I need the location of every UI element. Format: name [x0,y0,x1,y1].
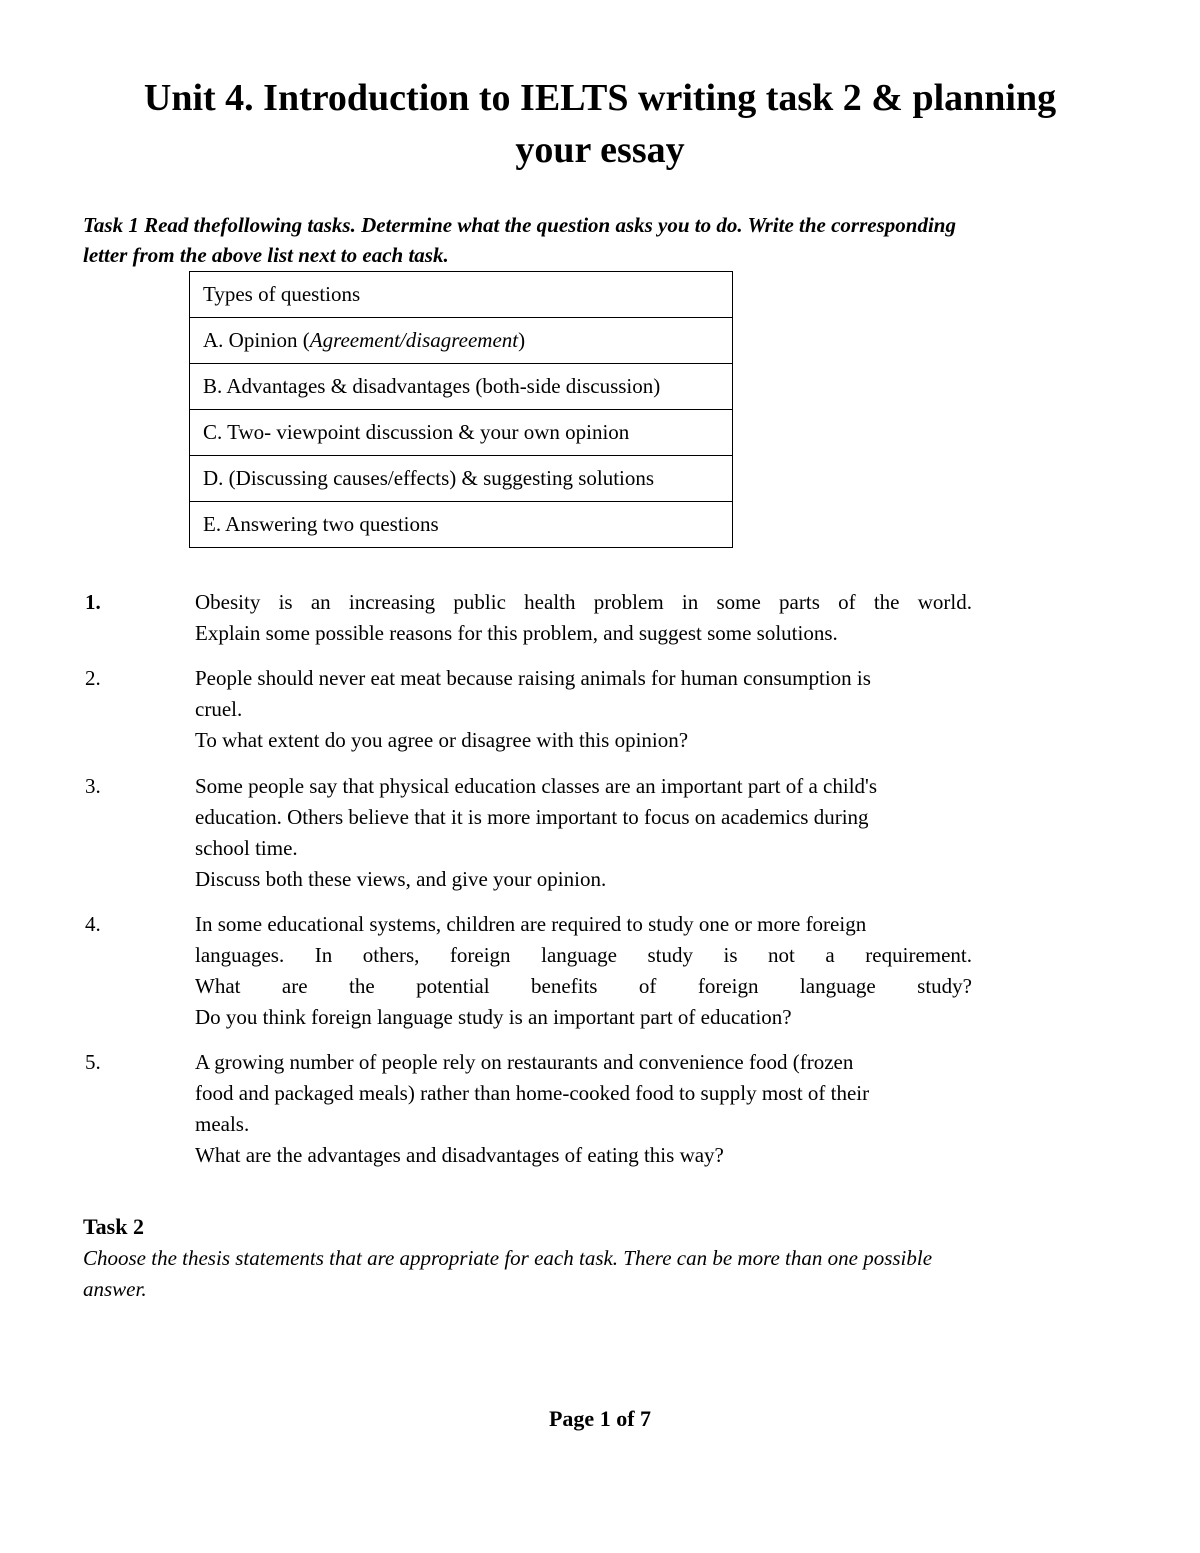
question-5-line: What are the advantages and disadvantages of eating this way? [195,1143,724,1167]
question-2-number: 2. [85,666,101,690]
question-3-number: 3. [85,774,101,798]
task1-instruction-line-1: Task 1 Read thefollowing tasks. Determine what the question asks you to do. Write the corresponding [83,213,956,237]
task1-instruction [83,210,1083,270]
page-number-footer: Page 1 of 7 [548,1406,652,1431]
question-4-line: In some educational systems, children are required to study one or more foreign [195,912,867,936]
table-row [190,502,733,548]
task2-heading: Task 2 [83,1214,144,1239]
type-d-cell: D. (Discussing causes/effects) & suggesting solutions [190,456,733,502]
question-4-line: Do you think foreign language study is an important part of education? [195,1005,792,1029]
type-e-cell: E. Answering two questions [190,502,733,548]
question-2-line: cruel. [195,697,243,721]
table-row [190,272,733,318]
title-line-2: your essay [515,129,685,171]
question-1-text [195,587,972,649]
question-4-line: languages. In others, foreign language study is not a requirement. [195,943,972,967]
type-a-cell [190,318,733,364]
question-3-line: Some people say that physical education classes are an important part of a child's [195,774,877,798]
type-a-italic: Agreement/disagreement [309,328,519,352]
question-4-text [195,909,972,1033]
title-line-1: Unit 4. Introduction to IELTS writing task 2 & planning [143,77,1057,119]
page-title [80,72,1120,176]
question-5-line: meals. [195,1112,250,1136]
question-5-line: A growing number of people rely on restaurants and convenience food (frozen [195,1050,854,1074]
question-3-line: Discuss both these views, and give your opinion. [195,867,607,891]
table-row [190,318,733,364]
question-4-line: What are the potential benefits of foreign language study? [195,974,972,998]
task2-instruction [83,1243,1053,1305]
question-2-text [195,663,972,756]
question-types-table [189,271,733,548]
table-row [190,410,733,456]
question-3-line: school time. [195,836,298,860]
task1-instruction-line-2: letter from the above list next to each task. [83,243,449,267]
task2-instruction-line-1: Choose the thesis statements that are appropriate for each task. There can be more than one possible [83,1246,933,1270]
question-5-line: food and packaged meals) rather than home-cooked food to supply most of their [195,1081,870,1105]
type-a-prefix: A. Opinion ( [203,328,310,352]
table-row [190,456,733,502]
type-c-cell: C. Two- viewpoint discussion & your own opinion [190,410,733,456]
table-row [190,364,733,410]
question-5-text [195,1047,972,1171]
question-5-number: 5. [85,1050,101,1074]
question-3-text [195,771,972,895]
question-1-number: 1. [85,590,101,614]
task2-instruction-line-2: answer. [83,1277,147,1301]
question-1-line: Obesity is an increasing public health problem in some parts of the world. [195,590,972,614]
question-3-line: education. Others believe that it is more important to focus on academics during [195,805,869,829]
type-a-suffix: ) [518,328,526,352]
question-1-line: Explain some possible reasons for this problem, and suggest some solutions. [195,621,838,645]
type-b-cell: B. Advantages & disadvantages (both-side discussion) [190,364,733,410]
question-4-number: 4. [85,912,101,936]
question-2-line: To what extent do you agree or disagree with this opinion? [195,728,689,752]
table-header-cell: Types of questions [190,272,733,318]
question-2-line: People should never eat meat because raising animals for human consumption is [195,666,871,690]
